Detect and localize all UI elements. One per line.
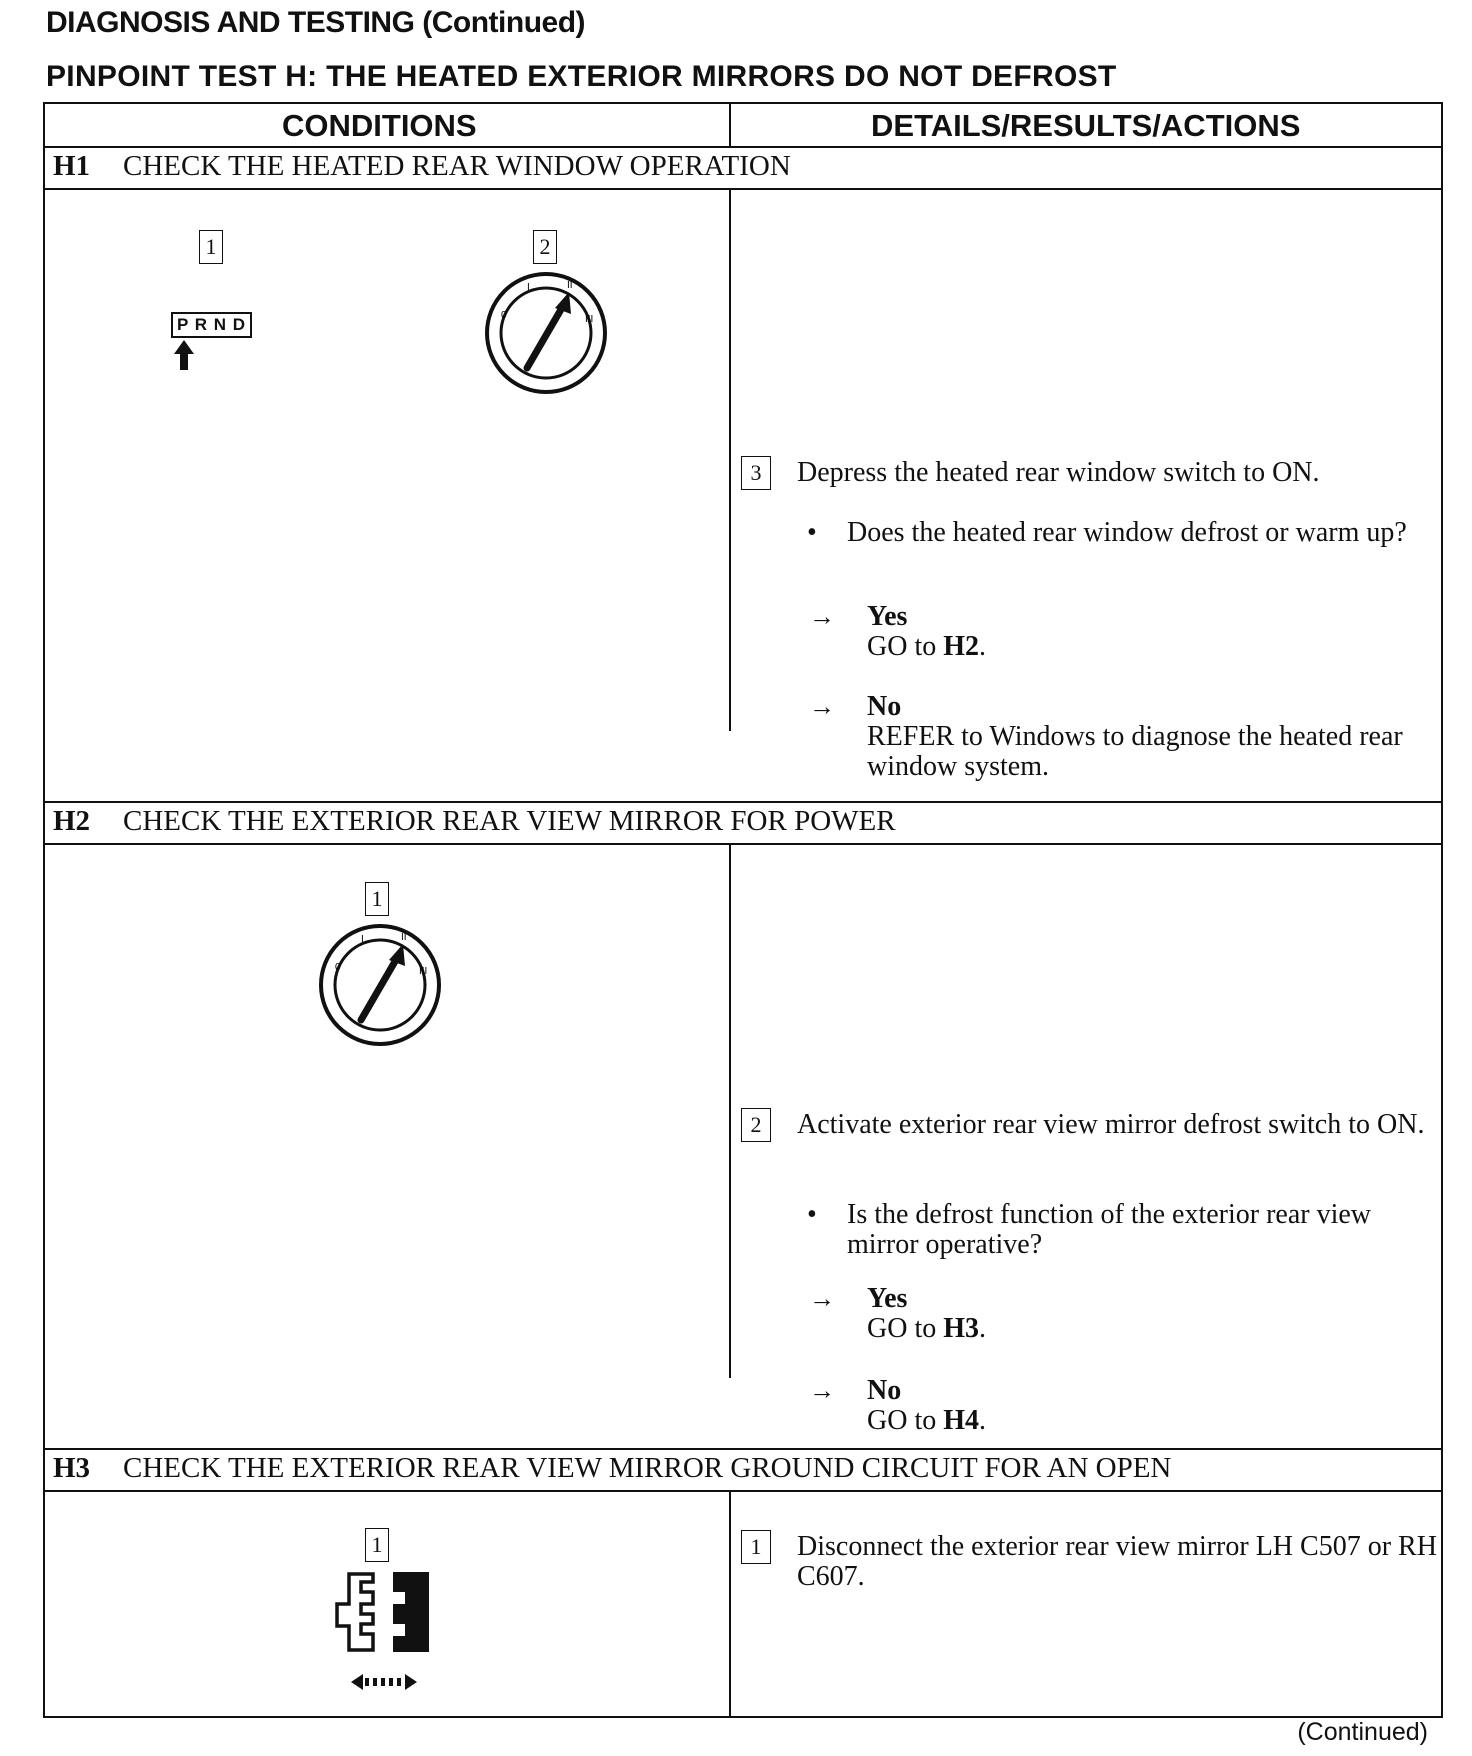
step-id: H2 [53, 805, 91, 837]
step-question: Does the heated rear window defrost or warm up? [847, 517, 1407, 548]
svg-text:III: III [419, 966, 428, 977]
connector-icon [313, 1568, 463, 1692]
result-yes-label: Yes [867, 601, 908, 632]
figure-number-box: 1 [365, 882, 389, 916]
step-number-box: 2 [741, 1108, 771, 1142]
page-title: DIAGNOSIS AND TESTING (Continued) [46, 6, 586, 39]
bullet: • [807, 1199, 817, 1230]
step-title: CHECK THE EXTERIOR REAR VIEW MIRROR GROUND CIRCUIT FOR AN OPEN [123, 1452, 1172, 1484]
svg-text:0: 0 [335, 962, 341, 973]
svg-text:III: III [585, 314, 594, 325]
svg-text:0: 0 [501, 310, 507, 321]
ignition-switch-icon [317, 922, 443, 1048]
step-id: H1 [53, 150, 91, 182]
step-title: CHECK THE EXTERIOR REAR VIEW MIRROR FOR POWER [123, 805, 896, 837]
result-arrow: → [809, 692, 835, 721]
result-arrow: → [809, 1376, 835, 1405]
result-arrow: → [809, 1284, 835, 1313]
pinpoint-test-table [43, 102, 1443, 1718]
svg-text:II: II [567, 280, 573, 291]
step-header-h1 [53, 150, 791, 183]
step-instruction: Activate exterior rear view mirror defrost switch to ON. [797, 1109, 1425, 1140]
ignition-switch-icon [483, 270, 609, 396]
step-instruction: Depress the heated rear window switch to ON. [797, 457, 1320, 488]
result-no-action: GO to H4. [867, 1405, 987, 1436]
step-instruction: Disconnect the exterior rear view mirror LH C507 or RH C607. [797, 1531, 1437, 1592]
result-yes-action: GO to H2. [867, 631, 987, 662]
svg-text:II: II [401, 932, 407, 943]
bullet: • [807, 517, 817, 548]
step-number-box: 1 [741, 1530, 771, 1564]
result-yes-action: GO to H3. [867, 1313, 987, 1344]
result-no-action: REFER to Windows to diagnose the heated rear window system. [867, 721, 1403, 782]
step-question: Is the defrost function of the exterior rear view mirror operative? [847, 1199, 1372, 1260]
step-number-box: 3 [741, 456, 771, 490]
svg-text:I: I [527, 282, 530, 293]
step-title: CHECK THE HEATED REAR WINDOW OPERATION [123, 150, 791, 182]
step-id: H3 [53, 1452, 91, 1484]
figure-number-box: 1 [199, 230, 223, 264]
step-header-h3 [53, 1452, 1171, 1485]
result-arrow: → [809, 602, 835, 631]
svg-text:I: I [361, 934, 364, 945]
figure-number-box: 1 [365, 1528, 389, 1562]
gear-selector-prnd: P R N D [171, 312, 252, 338]
column-header-details: DETAILS/RESULTS/ACTIONS [871, 108, 1301, 143]
result-yes-label: Yes [867, 1283, 908, 1314]
column-header-conditions: CONDITIONS [282, 108, 477, 143]
continued-note: (Continued) [1297, 1718, 1428, 1746]
result-no-label: No [867, 1375, 902, 1406]
figure-number-box: 2 [533, 230, 557, 264]
up-arrow-icon [171, 338, 197, 372]
result-no-label: No [867, 691, 902, 722]
step-header-h2 [53, 805, 896, 838]
test-title: PINPOINT TEST H: THE HEATED EXTERIOR MIRRORS DO NOT DEFROST [46, 60, 1117, 93]
